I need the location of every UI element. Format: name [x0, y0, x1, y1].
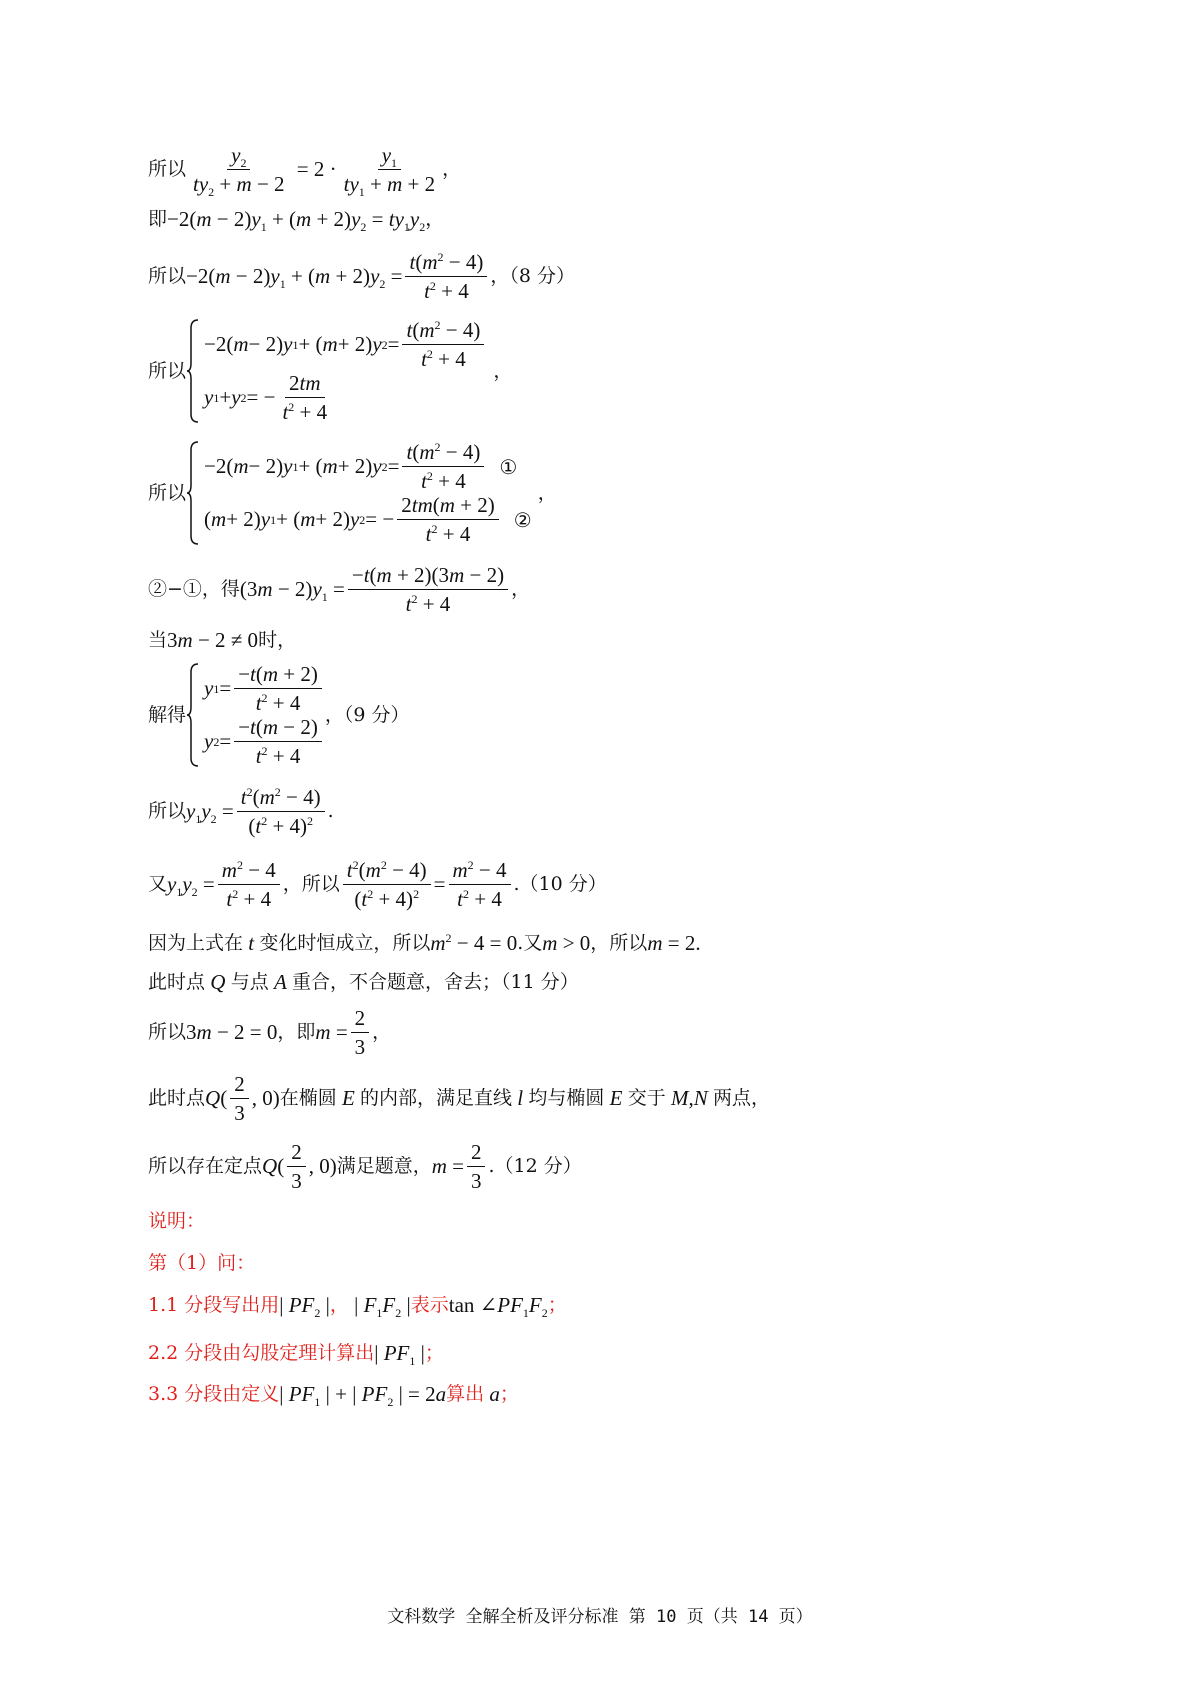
equation-system-1: 所以 −2( m − 2) y 1 + ( m + 2) y 2 = $\frac{t(m^2 - 4)}{t^2 + 4}$ y 1 + y 2 = − $\frac{2tm}{t^2 + 4}$ ， — [148, 318, 513, 425]
line-prefix: ②−①，得 — [148, 578, 240, 601]
line-prefix: 所以 — [148, 800, 187, 823]
line-prefix: 解得 — [148, 703, 187, 726]
line-text: 交于 — [627, 1087, 666, 1110]
score-note: ，（8 分） — [490, 265, 575, 288]
text-line-12: 此时点 Q 与点 A 重合，不合题意，舍去；（11 分） — [148, 970, 579, 994]
fraction: $\frac{-t(m + 2)(3m - 2)}{t^2 + 4}$ — [348, 563, 508, 616]
line-text: ，所以 — [590, 932, 648, 955]
circled-number: ① — [499, 454, 518, 479]
note-text: 表示 — [410, 1294, 449, 1317]
line-text: 变化时恒成立，所以 — [259, 932, 431, 955]
line-prefix: 所以 — [148, 359, 187, 382]
line-prefix: 所以 — [148, 265, 187, 288]
note-text: 1.1 分段写出用 — [148, 1294, 280, 1317]
line-text: 满足题意， — [336, 1155, 432, 1178]
line-prefix: 又 — [148, 873, 168, 896]
circled-number: ② — [513, 507, 532, 532]
text-line-14: 此时点 Q( $\frac{2}{3}$ , 0) 在椭圆 E 的内部，满足直线 l 均与椭圆 E 交于 M,N 两点， — [148, 1072, 771, 1126]
score-note: .（12 分） — [488, 1155, 582, 1178]
equation-line-3: 所以 $-2(m - 2)y_1 + (m + 2)y_2$ = $\frac{t(m^2 - 4)}{t^2 + 4}$ ，（8 分） — [148, 250, 575, 304]
text-line-15: 所以存在定点 Q( $\frac{2}{3}$ , 0) 满足题意， m = $\frac{2}{3}$ .（12 分） — [148, 1140, 582, 1194]
text-line-11: 因为上式在 t 变化时恒成立，所以 $m^2 - 4 = 0$ .又 m > 0 ，所以 m = 2. — [148, 931, 701, 955]
note-text: 3.3 分段由定义 — [148, 1383, 280, 1406]
note-item-1: 1.1 分段写出用 | $PF_2$ | ， | $F_1F_2$ | 表示 $\tan \angle PF_1F_2$ ； — [148, 1293, 567, 1321]
line-prefix: 即 — [148, 208, 168, 231]
line-text: 的内部，满足直线 — [360, 1087, 513, 1110]
line-prefix: 当 — [148, 629, 168, 652]
line-text: 因为上式在 — [148, 932, 244, 955]
left-brace-icon — [186, 440, 200, 546]
equation-line-9: 所以 $y_1y_2$ = $\frac{t^2(m^2 - 4)}{(t^2 + 4)^2}$ . — [148, 785, 334, 839]
line-text: 均与椭圆 — [528, 1087, 605, 1110]
line-text: ，所以 — [282, 873, 340, 896]
line-text: 此时点 — [148, 971, 206, 994]
equation-system-3: 解得 y 1 = $\frac{-t(m + 2)}{t^2 + 4}$ y 2 = $\frac{-t(m - 2)}{t^2 + 4}$ ，（9 分） — [148, 662, 410, 769]
note-text: ， — [329, 1294, 349, 1317]
note-text: 算出 — [446, 1383, 485, 1406]
line-text: .又 — [517, 932, 543, 955]
line-text: 所以 — [148, 1021, 187, 1044]
equation-line-13: 所以 3m − 2 = 0 ，即 m = $\frac{2}{3}$ ， — [148, 1006, 392, 1060]
line-text: 所以存在定点 — [148, 1155, 263, 1178]
notes-question-1: 第（1）问： — [148, 1252, 256, 1274]
line-text: 两点， — [713, 1087, 771, 1110]
fraction: $\frac{y_2}{ty_2 + m - 2}$ — [193, 143, 285, 200]
equation-line-2: 即 $-2(m - 2)y_1 + (m + 2)y_2 = ty_1y_2$ ， — [148, 207, 445, 235]
notes-title: 说明： — [148, 1210, 206, 1232]
left-brace-icon — [186, 318, 200, 424]
note-text: 2.2 分段由勾股定理计算出 — [148, 1342, 375, 1365]
left-brace-icon — [186, 662, 200, 768]
score-note: ，（9 分） — [324, 703, 410, 726]
fraction: $\frac{t^2(m^2 - 4)}{(t^2 + 4)^2}$ — [237, 785, 325, 838]
line-text: 与点 — [230, 971, 269, 994]
note-text: ； — [424, 1342, 444, 1365]
equation-line-6: ②−①，得 $(3m - 2)y_1$ = $\frac{-t(m + 2)(3m - 2)}{t^2 + 4}$ ， — [148, 563, 531, 617]
line-text: 在椭圆 — [279, 1087, 337, 1110]
line-text: 此时点 — [148, 1087, 206, 1110]
equation-line-1: 所以 $\frac{y_2}{ty_2 + m - 2}$ = 2 · $\frac{y_1}{ty_1 + m + 2}$ ， — [148, 143, 462, 200]
fraction: $\frac{y_1}{ty_1 + m + 2}$ — [343, 143, 436, 200]
line-suffix: 时， — [258, 629, 297, 652]
line-text: 重合，不合题意，舍去；（11 分） — [292, 971, 579, 994]
equation-line-10: 又 $y_1y_2$ = $\frac{m^2 - 4}{t^2 + 4}$ ，所以 $\frac{t^2(m^2 - 4)}{(t^2 + 4)^2}$ = $\frac{m^2 - 4}{t^2 + 4}$ .（10 分） — [148, 858, 607, 912]
fraction: $\frac{t(m^2 - 4)}{t^2 + 4}$ — [405, 250, 487, 303]
line-text: ，即 — [277, 1021, 316, 1044]
line-prefix: 所以 — [148, 481, 187, 504]
line-prefix: 所以 — [148, 158, 187, 181]
page-footer: 文科数学 全解全析及评分标准 第 10 页（共 14 页） — [387, 1607, 813, 1627]
score-note: .（10 分） — [513, 873, 607, 896]
equation-line-7: 当 3m − 2 ≠ 0 时， — [148, 628, 297, 652]
note-item-3: 3.3 分段由定义 | $PF_1$ | + | $PF_2$ | = 2a 算出 a ； — [148, 1382, 519, 1410]
equation-system-2: 所以 −2( m − 2) y 1 + ( m + 2) y 2 = $\frac{t(m^2 - 4)}{t^2 + 4}$ ① ( m + 2) y 1 + ( m + 2) y 2 = − $\frac{2tm(m + 2)}{t^2 + 4}$ ② ， — [148, 440, 557, 547]
note-text: ； — [547, 1294, 567, 1317]
note-item-2: 2.2 分段由勾股定理计算出 | $PF_1$ | ； — [148, 1341, 444, 1369]
note-text: ； — [499, 1383, 519, 1406]
